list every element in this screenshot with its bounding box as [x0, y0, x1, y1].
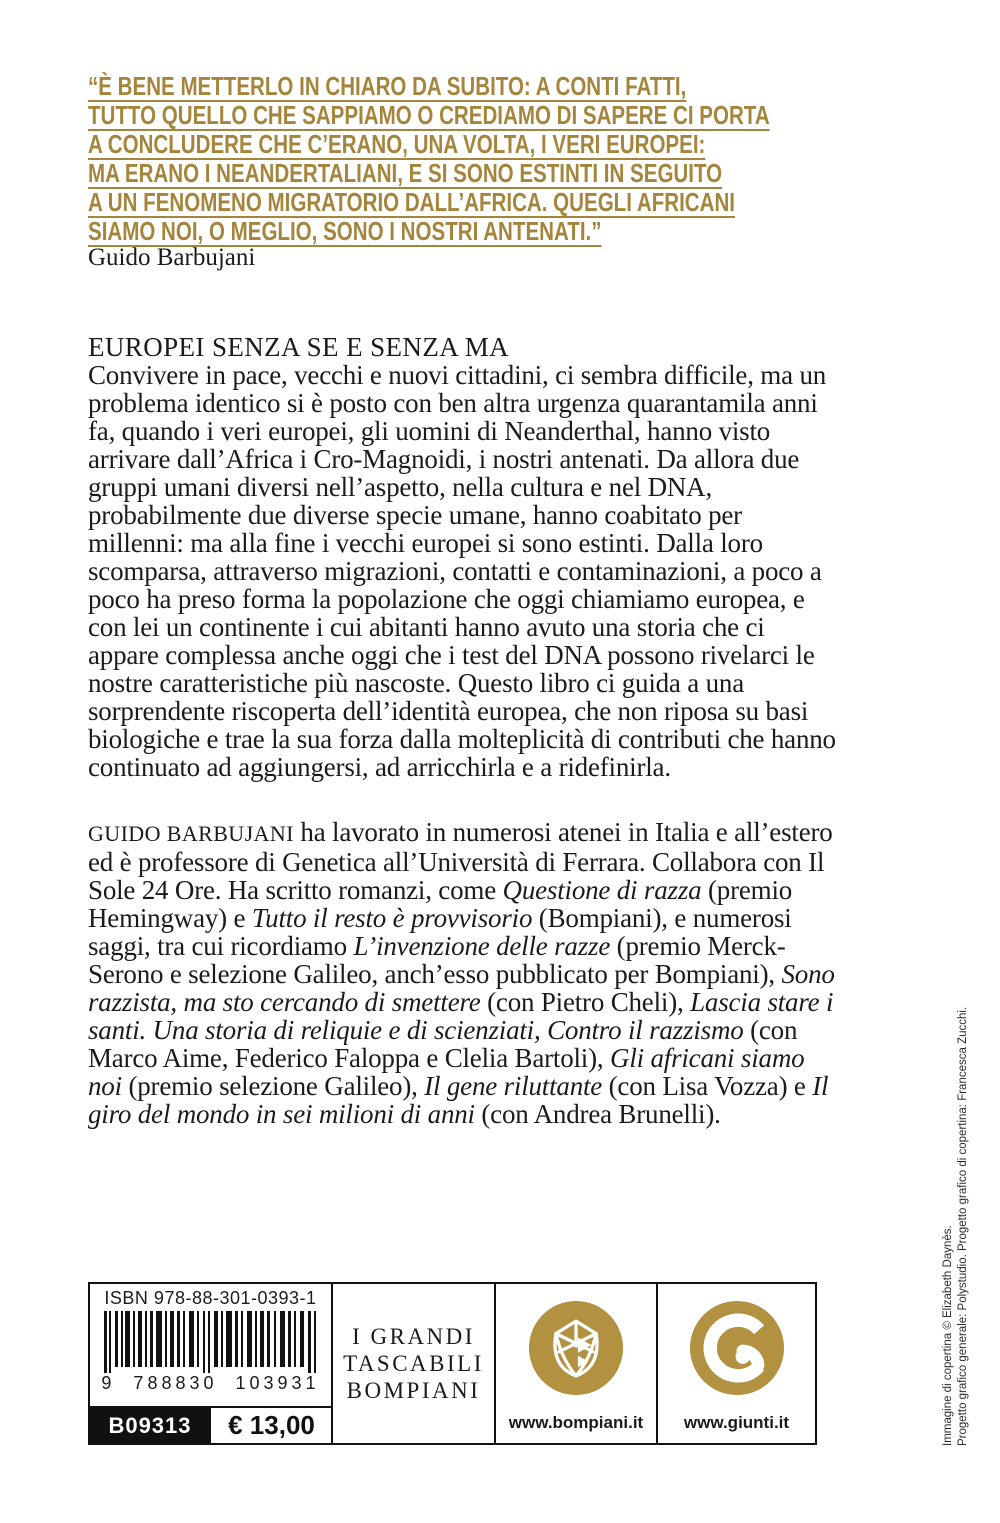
bompiani-url: www.bompiani.it	[508, 1413, 644, 1432]
quote-line: MA ERANO I NEANDERTALIANI, E SI SONO ESTINTI IN SEGUITO	[88, 158, 723, 188]
giunti-box	[658, 1284, 815, 1443]
bio-segment: Gli africani siamo noi	[88, 1043, 805, 1101]
quote-line: SIAMO NOI, O MEGLIO, SONO I NOSTRI ANTENATI.”	[88, 216, 602, 246]
barcode-digits: 9 788830 103931	[101, 1373, 320, 1393]
bio-segment: GUIDO BARBUJANI	[88, 821, 294, 846]
bio-segment: (con Pietro Cheli),	[480, 987, 691, 1017]
isbn-label: ISBN 978-88-301-0393-1	[104, 1288, 317, 1308]
publisher-strip	[88, 1282, 817, 1445]
bio-segment: (Bompiani), e numerosi saggi, tra cui ricordiamo	[88, 903, 792, 961]
bio-segment: ha lavorato in numerosi atenei in Italia e all’estero ed è professore di Genetica all’Università di Ferrara. Collabora con Il Sole 24 Ore. Ha scritto romanzi, come	[88, 817, 833, 905]
bio-segment: Il gene riluttante	[424, 1071, 603, 1101]
bio-segment: Lascia stare i santi. Una storia di reliquie e di scienziati,	[88, 987, 834, 1045]
quote-line: “È BENE METTERLO IN CHIARO DA SUBITO: A CONTI FATTI,	[88, 71, 687, 101]
barcode	[104, 1311, 318, 1373]
quote-attribution: Guido Barbujani	[88, 244, 256, 271]
author-bio	[88, 818, 836, 1128]
credit-image-line: Immagine di copertina © Elizabeth Daynès.	[942, 1225, 954, 1446]
giunti-logo-icon	[689, 1300, 785, 1396]
bio-segment: Questione di razza	[502, 875, 702, 905]
quote-line: A CONCLUDERE CHE C’ERANO, UNA VOLTA, I VERI EUROPEI:	[88, 129, 706, 159]
price-row	[89, 1406, 332, 1443]
series-line: I GRANDI	[352, 1324, 475, 1349]
price: € 13,00	[228, 1410, 315, 1440]
bio-segment: L’invenzione delle razze	[353, 931, 611, 961]
bio-segment: (premio selezione Galileo),	[121, 1071, 425, 1101]
bio-segment: Contro il razzismo	[547, 1015, 744, 1045]
bompiani-box	[496, 1284, 658, 1443]
bio-segment: (premio Hemingway) e	[88, 875, 793, 933]
series-line: BOMPIANI	[346, 1378, 481, 1403]
bompiani-logo-icon	[528, 1300, 624, 1396]
bio-segment: (premio Merck-Serono e selezione Galileo, anch’esso pubblicato per Bompiani),	[88, 931, 786, 989]
quote-line: A UN FENOMENO MIGRATORIO DALL’AFRICA. QUEGLI AFRICANI	[88, 187, 735, 217]
credit-design-line: Progetto grafico generale: Polystudio. Progetto grafico di copertina: Francesca Zucchi.	[957, 1006, 969, 1446]
description-body: Convivere in pace, vecchi e nuovi cittadini, ci sembra difficile, ma un problema identico si è posto con ben altra urgenza quarantamila anni fa, quando i veri europei, gli uomini di Neanderthal, hanno visto arrivare dall’Africa i Cro-Magnoidi, i nostri antenati. Da allora due gruppi umani diversi nell’aspetto, nella cultura e nel DNA, probabilmente due diverse specie umane, hanno coabitato per millenni: ma alla fine i vecchi europei si sono estinti. Dalla loro scomparsa, attraverso migrazioni, contatti e contaminazioni, a poco a poco ha preso forma la popolazione che oggi chiamiamo europea, e con lei un continente i cui abitanti hanno avuto una storia che ci appare complessa anche oggi che i test del DNA possono rivelarci le nostre caratteristiche più nascoste. Questo libro ci guida a una sorprendente riscoperta dell’identità europea, che non riposa su basi biologiche e trae la sua forza dalla molteplicità di contributi che hanno continuato ad aggiungersi, ad arricchirla e a ridefinirla.	[88, 360, 836, 782]
pull-quote	[88, 72, 1000, 246]
book-description	[88, 333, 836, 781]
giunti-url: www.giunti.it	[683, 1413, 790, 1432]
bio-segment: Sono razzista, ma sto cercando di smettere	[88, 959, 835, 1017]
series-box	[333, 1284, 496, 1443]
description-heading: EUROPEI SENZA SE E SENZA MA	[88, 332, 510, 362]
series-line: TASCABILI	[343, 1351, 484, 1376]
quote-line: TUTTO QUELLO CHE SAPPIAMO O CREDIAMO DI SAPERE CI PORTA	[88, 100, 770, 130]
bio-segment: (con Marco Aime, Federico Faloppa e Clelia Bartoli),	[88, 1015, 798, 1073]
bio-segment: Tutto il resto è provvisorio	[251, 903, 533, 933]
cover-credits	[941, 1007, 971, 1446]
bio-segment: Il giro del mondo in sei milioni di anni	[88, 1071, 829, 1129]
bio-segment: (con Lisa Vozza) e	[602, 1071, 813, 1101]
edition-code: B09313	[89, 1408, 211, 1443]
bio-segment: (con Andrea Brunelli).	[474, 1099, 721, 1129]
barcode-box	[90, 1284, 333, 1443]
